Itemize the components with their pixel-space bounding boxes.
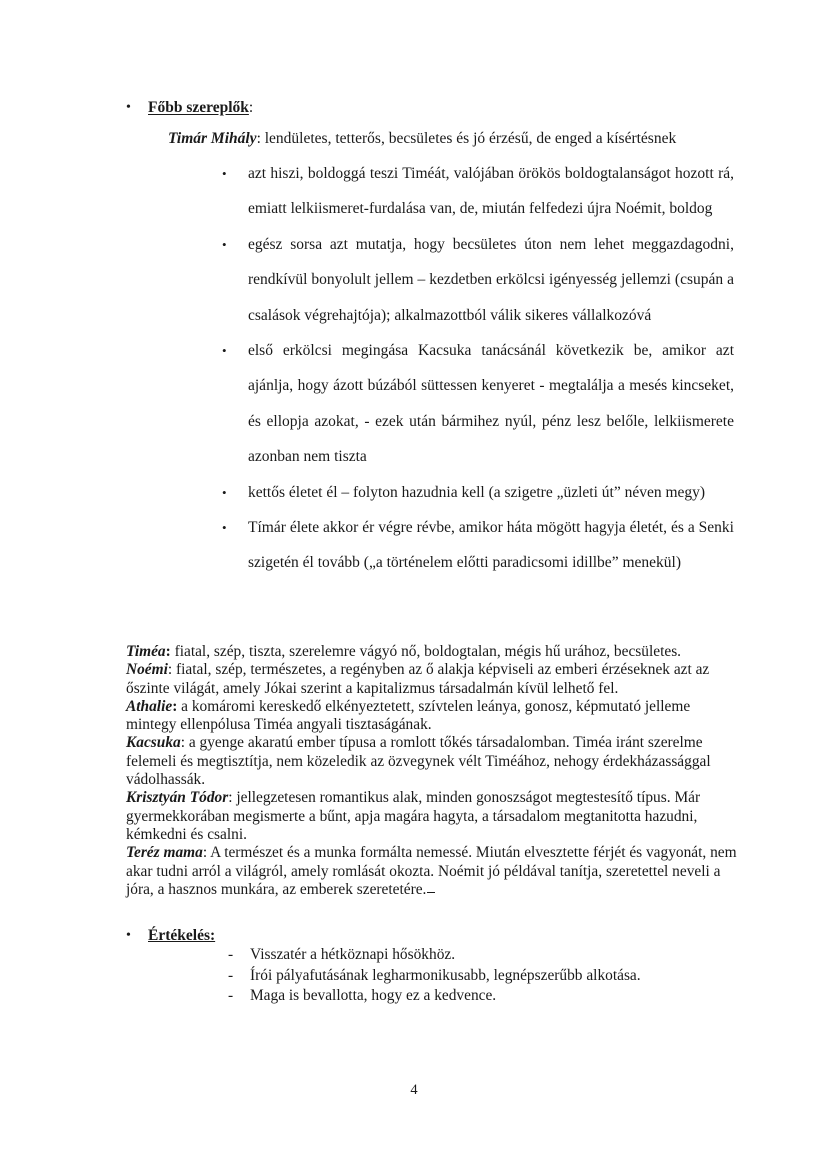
list-item-text: Maga is bevallotta, hogy ez a kedvence. <box>250 987 497 1004</box>
bullet-icon: • <box>222 343 227 359</box>
timar-mihaly-lead-line <box>168 128 734 149</box>
character-description-noemi <box>126 661 738 698</box>
list-item <box>228 966 728 987</box>
list-item-text: egész sorsa azt mutatja, hogy becsületes úton nem lehet meggazdagodni, rendkívül bonyolult jellem – kezdetben erkölcsi igényesség jellemzi (csupán a csalások végrehajtója); alkalmazottból válik sikeres vállalkozóvá <box>248 235 734 324</box>
list-item-text: első erkölcsi megingása Kacsuka tanácsánál következik be, amikor azt ajánlja, hogy ázott búzából süttessen kenyeret - megtalálja a mesés kincseket, és ellopja azokat, - ezek után bármihez nyúl, pénz lesz belőle, lelkiismerete azonban nem tiszta <box>248 342 734 466</box>
list-item <box>228 945 728 966</box>
character-colon: : <box>228 789 233 807</box>
character-colon: : <box>167 661 173 679</box>
character-text: a gyenge akaratú ember típusa a romlott tőkés társadalomban. Timéa iránt szerelme felemeli és megtisztítja, nem közeledik az özvegynek vélt Timéához, nehogy érdekházassággal vádolhassák. <box>126 734 711 789</box>
bullet-icon: • <box>222 166 227 181</box>
character-name: Krisztyán Tódor <box>126 789 229 807</box>
bullet-icon: • <box>222 236 227 252</box>
bullet-icon: • <box>222 484 227 500</box>
character-description-athalie <box>126 698 738 735</box>
list-item-text: Írói pályafutásának legharmonikusabb, legnépszerűbb alkotása. <box>250 966 641 984</box>
evaluation-heading-row <box>124 926 215 946</box>
character-description-krisztyan-todor <box>126 789 738 844</box>
character-colon: : <box>165 643 171 660</box>
character-text: A természet és a munka formálta nemessé. Miután elvesztette férjét és vagyonát, nem akar tudni arról a világról, amely romlását okozta. Noémit jó példával tanítja, szeretettel neveli a jóra, a hasznos munkára, az emberek szeretetére. <box>126 844 737 898</box>
trailing-underscore-mark <box>427 892 435 893</box>
character-colon: : <box>180 734 186 752</box>
list-item-text: azt hiszi, boldoggá teszi Timéát, valójában örökös boldogtalanságot hozott rá, emiatt lelkiismeret-furdalása van, de, miután felfedezi újra Noémit, boldog <box>248 165 734 218</box>
character-description-terez-mama <box>126 844 738 899</box>
dash-icon: - <box>228 946 234 963</box>
bullet-icon: • <box>222 520 227 536</box>
evaluation-heading: Értékelés: <box>148 927 216 944</box>
character-text: fiatal, szép, természetes, a regényben az ő alakja képviseli az emberi érzéseknek azt az őszinte világát, amely Jókai szerint a kapitalizmus társadalmán kívül lelhető fel. <box>126 661 710 697</box>
list-item-text: Visszatér a hétköznapi hősökhöz. <box>250 946 456 963</box>
timar-mihaly-colon: : <box>256 130 265 147</box>
list-item-text: Tímár élete akkor ér végre révbe, amikor háta mögött hagyja életét, és a Senki szigetén él tovább („a történelem előtti paradicsomi idillbe” menekül) <box>248 519 734 572</box>
character-name: Noémi <box>126 661 168 679</box>
bullet-icon: • <box>126 100 131 115</box>
character-text: fiatal, szép, tiszta, szerelemre vágyó nő, boldogtalan, mégis hű urához, becsületes. <box>170 643 682 660</box>
list-item <box>228 986 728 1007</box>
main-characters-heading <box>148 98 253 118</box>
page-number: 4 <box>410 1082 418 1098</box>
list-item <box>222 333 734 475</box>
character-descriptions-block <box>126 643 738 899</box>
dash-icon: - <box>228 966 234 984</box>
character-name: Athalie <box>126 697 173 715</box>
character-description-timea <box>126 643 738 661</box>
list-item <box>222 227 734 333</box>
character-name: Timéa <box>126 643 166 660</box>
timar-mihaly-description: lendületes, tetterős, becsületes és jó érzésű, de enged a kísértésnek <box>264 130 677 147</box>
list-item <box>222 156 734 227</box>
character-colon: : <box>172 697 178 715</box>
timar-mihaly-points-list <box>222 156 734 581</box>
character-name: Teréz mama <box>126 844 203 862</box>
dash-icon: - <box>228 987 234 1004</box>
bullet-icon: • <box>126 928 131 943</box>
main-characters-heading-text: Főbb szereplők <box>148 99 249 116</box>
list-item-text: kettős életet él – folyton hazudnia kell (a szigetre „üzleti út” néven megy) <box>248 483 706 501</box>
main-characters-heading-colon: : <box>248 99 254 116</box>
character-name: Kacsuka <box>126 734 181 752</box>
character-description-kacsuka <box>126 734 738 789</box>
character-colon: : <box>202 844 208 862</box>
evaluation-list <box>228 945 728 1007</box>
timar-mihaly-name: Timár Mihály <box>168 130 257 147</box>
list-item <box>222 475 734 510</box>
list-item <box>222 510 734 581</box>
character-text: jellegzetesen romantikus alak, minden gonoszságot megtestesítő típus. Már gyermekkorában megismerte a bűnt, apja magára hagyta, a társadalom megtanitotta hazudni, kémkedni és csalni. <box>126 789 701 843</box>
character-text: a komáromi kereskedő elkényeztetett, szívtelen leánya, gonosz, képmutató jelleme mintegy ellenpólusa Timéa angyali tisztaságának. <box>126 697 691 734</box>
main-characters-heading-row <box>124 98 253 118</box>
